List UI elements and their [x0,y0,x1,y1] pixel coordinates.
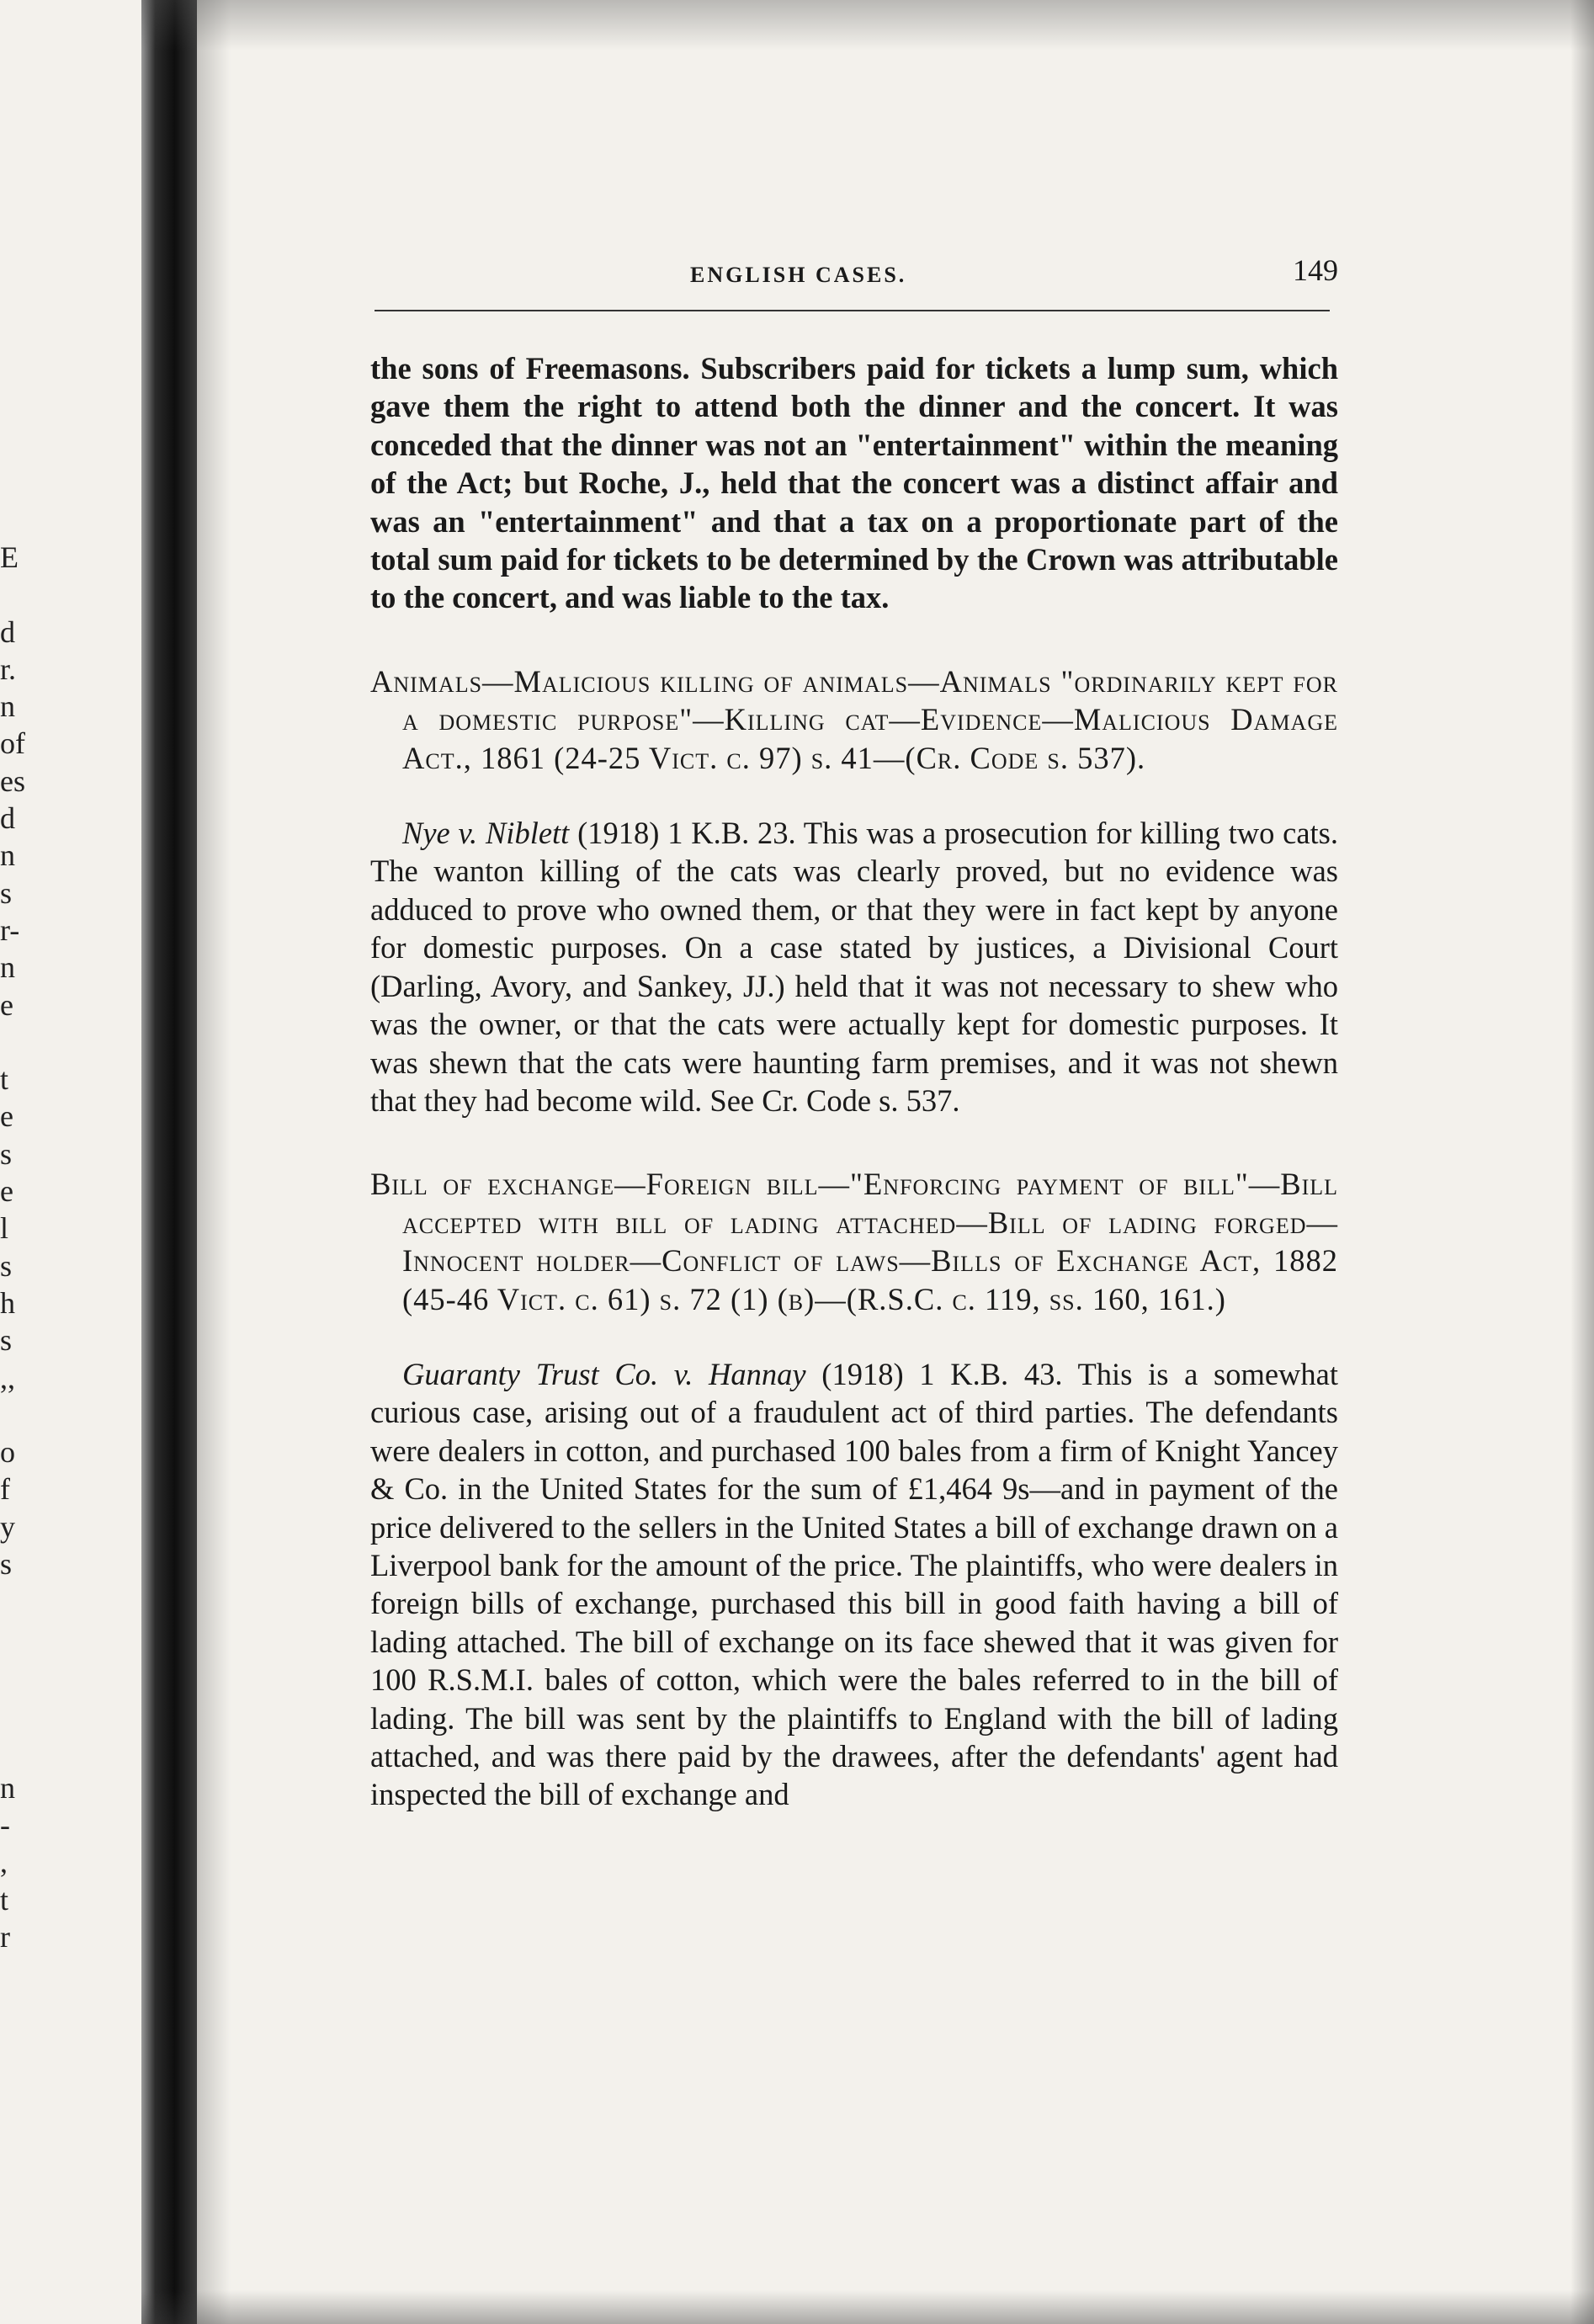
margin-fragment: E [0,540,19,574]
margin-fragment: t [0,1882,9,1917]
margin-fragment: e [0,1099,13,1134]
case-text: (1918) 1 K.B. 23. This was a prosecution for killing two cats. The wanton killing of the cats was clearly proved, but no evidence was adduced to prove who owned them, or that they were in fact kept by anyone for domestic purposes. On a case stated by justices, a Divisional Court (Darling, Avory, and Sankey, JJ.) held that it was not necessary to shew who was the owner, or that the cats were actually kept for domestic purposes. It was shewn that the cats were haunting farm premises, and it was not shewn that they had become wild. See Cr. Code s. 537. [370,816,1338,1118]
margin-fragment [0,576,50,613]
margin-fragment: s [0,875,13,910]
margin-fragment: d [0,614,15,649]
margin-fragment [0,1582,50,1619]
case-nye-v-niblett [370,814,1338,1119]
margin-fragment: l [0,1211,9,1246]
book-binding-edge [141,0,197,2324]
margin-fragment: y [0,1509,15,1544]
margin-fragment: h [0,1285,15,1320]
margin-fragment: es [0,763,25,798]
margin-fragment: t [0,1062,9,1097]
margin-fragment: of [0,726,25,761]
margin-fragment: n [0,950,15,985]
margin-fragment: s [0,1248,13,1283]
margin-fragment: - [0,1808,10,1843]
margin-fragment [0,1024,50,1061]
margin-fragment: n [0,838,15,873]
case-name: Nye v. Niblett [402,816,570,851]
headnote-animals: Animals—Malicious killing of animals—Animals "ordinarily kept for a domestic purpose"—Killing cat—Evidence—Malicious Damage Act., 1861 (24-25 Vict. c. 97) s. 41—(Cr. Code s. 537). [370,663,1338,775]
case-name: Guaranty Trust Co. v. Hannay [402,1356,806,1391]
margin-fragment [0,1732,50,1769]
margin-fragment [0,1620,50,1657]
margin-fragment: d [0,801,15,836]
continued-paragraph: the sons of Freemasons. Subscribers paid for tickets a lump sum, which gave them the right to attend both the dinner and the concert. It was conceded that the dinner was not an "entertainment" within the meaning of the Act; but Roche, J., held that the concert was a distinct affair and was an "entertainment" and that a tax on a proportionate part of the total sum paid for tickets to be determined by the Crown was attributable to the concert, and was liable to the tax. [370,351,1338,615]
headnote-bill-of-exchange: Bill of exchange—Foreign bill—"Enforcing payment of bill"—Bill accepted with bill of lading attached—Bill of lading forged—Innocent holder—Conflict of laws—Bills of Exchange Act, 1882 (45-46 Vict. c. 61) s. 72 (1) (b)—(R.S.C. c. 119, ss. 160, 161.) [370,1167,1338,1316]
margin-fragment [0,1657,50,1694]
page-number: 149 [1293,253,1338,287]
scan-top-edge [141,0,1594,51]
header-rule [375,310,1330,311]
binding-shadow [197,0,231,2324]
margin-fragment: f [0,1472,10,1507]
margin-fragment: n [0,1770,15,1805]
margin-fragment: s [0,1547,13,1582]
page-body [370,349,1338,1814]
margin-fragment [0,1396,50,1433]
case-text: (1918) 1 K.B. 43. This is a somewhat curious case, arising out of a fraudulent act of third parties. The defendants were dealers in cotton, and purchased 100 bales from a firm of Knight Yancey & Co. in the United States for the sum of £1,464 9s—and in payment of the price delivered to the sellers in the United States a bill of exchange drawn on a Liverpool bank for the amount of the price. The plaintiffs, who were dealers in foreign bills of exchange, purchased this bill in good faith having a bill of lading attached. The bill of exchange on its face shewed that it was given for 100 R.S.M.I. bales of cotton, which were the bales referred to in the bill of lading. The bill was sent by the plaintiffs to England with the bill of lading attached, and was there paid by the drawees, after the defendants' agent had inspected the bill of exchange and [370,1356,1338,1812]
scan-bottom-edge [141,2290,1594,2324]
margin-fragment: o [0,1435,15,1470]
margin-fragment [0,1694,50,1731]
margin-fragment: r. [0,651,17,686]
case-guaranty-trust-v-hannay [370,1355,1338,1814]
margin-fragment: r [0,1919,10,1954]
margin-fragment: n [0,689,15,724]
margin-fragment: e [0,987,13,1022]
facing-page-fragment [0,539,50,1955]
scan-right-edge [1570,0,1594,2324]
margin-fragment: s [0,1323,13,1358]
margin-fragment: e [0,1174,13,1209]
margin-fragment: s [0,1136,13,1171]
running-head: ENGLISH CASES. [690,263,907,287]
margin-fragment: ,, [0,1360,15,1395]
margin-fragment: r- [0,912,20,947]
page-header [370,253,1338,303]
margin-fragment: , [0,1845,8,1880]
